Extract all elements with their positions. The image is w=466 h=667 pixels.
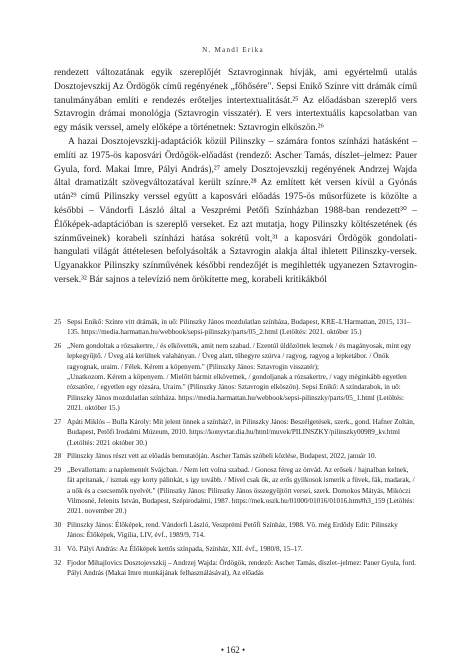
paragraph: A hazai Dosztojevszkij-adaptációk közül Pilinszky – számára fontos színházi hatásként – említi az 1975-ös kaposvári Ördögök-előadást (rendező: Ascher Tamás, díszlet–jelmez: Pauer Gyula, ford. Makai Imre, Pályi András),²⁷ amely Dosztojevszkij regényének Andrzej Wajda által dramatizált szövegváltozatával került színre.²⁸ Az említett két versen kívül a Gyónás után²⁹ című Pilinszky verssel együtt a kaposvári előadás 1975-ös műsorfüzete is közölte a későbbi – Vándorfi László által a Veszprémi Petőfi Színházban 1988-ban rendezett³⁰ – Élőképek-adaptációban is szereplő verseket. Ez azt mutatja, hogy Pilinszky költészetének (és színműveinek) korabeli színházi hatása sokrétű volt,³¹ a kaposvári Ördögök gondolati-hangulati világát áttételesen befolyásolták a Sztavrogin alakja által ihletett Pilinszky-versek. Ugyanakkor Pilinszky színművének későbbi rendezőjét is megihlették ugyanezen Sztavrogin-versek.³² Bár sajnos a televízió nem örökítette meg, korabeli kritikákból bbox=[54, 136, 417, 285]
page-number: • 162 • bbox=[220, 645, 246, 655]
footnote bbox=[54, 465, 417, 517]
footnote-number: 30 bbox=[54, 521, 62, 530]
footnote-text: Sepsi Enikő: Színre vitt drámák, in uő: Pilinszky János mozdulatlan színháza, Budapest, KRE–L'Harmattan, 2015, 131–135. https://media.harmattan.hu/webbook/sepsi-pilinszky/parts/05_2.html (Letöltés: 2021. október 15.) bbox=[67, 318, 411, 337]
footnote-text: Pilinszky János részt vett az előadás bemutatóján. Ascher Tamás szóbeli közlése, Budapest, 2022, január 10. bbox=[67, 452, 377, 461]
footnote bbox=[54, 558, 417, 579]
footnote-text: Fjodor Mihajlovics Dosztojevszkij – Andrzej Wajda: Ördögök, rendező: Ascher Tamás, díszlet–jelmez: Pauer Gyula, ford. Pályi András (Makai Imre munkájának felhasználásával), Az előadás bbox=[67, 558, 417, 578]
footnote-number: 29 bbox=[54, 466, 62, 475]
footnote bbox=[54, 520, 417, 541]
footnote-number: 26 bbox=[54, 342, 62, 351]
footnote-text: Apáti Miklós – Bulla Károly: Mit jelent önnek a színház?, in Pilinszky János: Beszélgetések, szerk., gond. Hafner Zoltán, Budapest, Petőfi Irodalmi Múzeum, 2010. https://konyvtar.dia.hu/html/muvek/PILINSZKY/pilinszky00989_kv.html (Letöltés: 2021 október 30.) bbox=[67, 417, 415, 447]
footnote-number: 28 bbox=[54, 452, 62, 461]
footnote bbox=[54, 451, 417, 461]
footnote-text: Vö. Pályi András: Az Élőképek kettős színpada, Színház, XII. évf., 1980/8, 15–17. bbox=[67, 545, 303, 554]
running-head: N. Mandl Erika bbox=[202, 46, 264, 54]
footnote-number: 25 bbox=[54, 318, 62, 326]
footnote bbox=[54, 317, 417, 338]
footnote-text: „Unatkozom. Kérem a köpenyem. / Mielőtt bármit elkövetnek, / gondoljanak a rózsakertre, / vagy méginkább egyetlen rózsatőre, / egyetlen egy rózsára, Uraim." (Pilinszky János: Sztavrogin elköszön). Sepsi Enikő: A színdarabok, in uő: Pilinszky János mozdulatlan színháza. https://media.harmattan.hu/webbook/sepsi-pilinszky/parts/05_1.html (Letöltés: 2021. október 15.) bbox=[67, 373, 407, 413]
footnote-text: „Nem gondoltak a rózsakertre, / és elkövették, amit nem szabad. / Ezentúl üldözöttek lesznek / és magányosak, mint egy lepkegyűjtő. / Üveg alá kerülnek valahányan. / Üveg alatt, tűhegyre szúrva / ragyog, ragyog a lepketábor. / Önök ragyognak, uraim. / Félek. Kérem a köpenyem." (Pilinszky János: Sztavrogin visszatér); bbox=[67, 342, 412, 371]
footnote bbox=[54, 341, 417, 413]
footnote-text: „Bevallottam: a naplementét Svájcban. / Nem lett volna szabad. / Gonosz féreg az önvád. Az erősek / hajnalban kelnek, fát aprítanak, / isznak egy korty pálinkát, s így tovább. / Mivel csak ők, az erős gyilkosok ismerik a füvek, fák, madarak, / a nők és a csecsemők nyelvét." (Pilinszky János: Pilinszky János összegyűjtött versei, szerk. Domokos Mátyás, Mikóczi Vilmosné, Jelenits István, Budapest, Szépirodalmi, 1987. https://mek.oszk.hu/01000/01016/01016.htm#h3_159 (Letöltés: 2021. november 20.) bbox=[67, 466, 415, 516]
footnote-text: Pilinszky János: Élőképek, rend. Vándorfi László, Veszprémi Petőfi Színház, 1988. Vö. még Erdődy Edit: Pilinszky János: Élőképek, Vigilia, LIV, évf., 1989/9, 714. bbox=[67, 521, 398, 540]
footnotes bbox=[54, 317, 417, 582]
footnote-number: 27 bbox=[54, 417, 62, 426]
footnote bbox=[54, 544, 417, 554]
paragraph: rendezett változatának egyik szereplőjét Sztavroginnak hívják, ami egyértelmű utalás Dosztojevszkij Az Ördögök című regényének „főhősére". Sepsi Enikő Színre vitt drámák című tanulmányában említi e rendezés erőteljes intertextualitását.²⁵ Az előadásban szereplő vers Sztavrogin drámai monológja (Sztavrogin visszatér). E vers intertextuális kapcsolatban van egy másik verssel, amely előképe a történetnek: Sztavrogin elköszön.²⁶ bbox=[54, 68, 417, 134]
main-text bbox=[54, 67, 417, 288]
footnote-number: 31 bbox=[54, 545, 62, 554]
footnote bbox=[54, 417, 417, 448]
footnote-number: 32 bbox=[54, 558, 62, 567]
